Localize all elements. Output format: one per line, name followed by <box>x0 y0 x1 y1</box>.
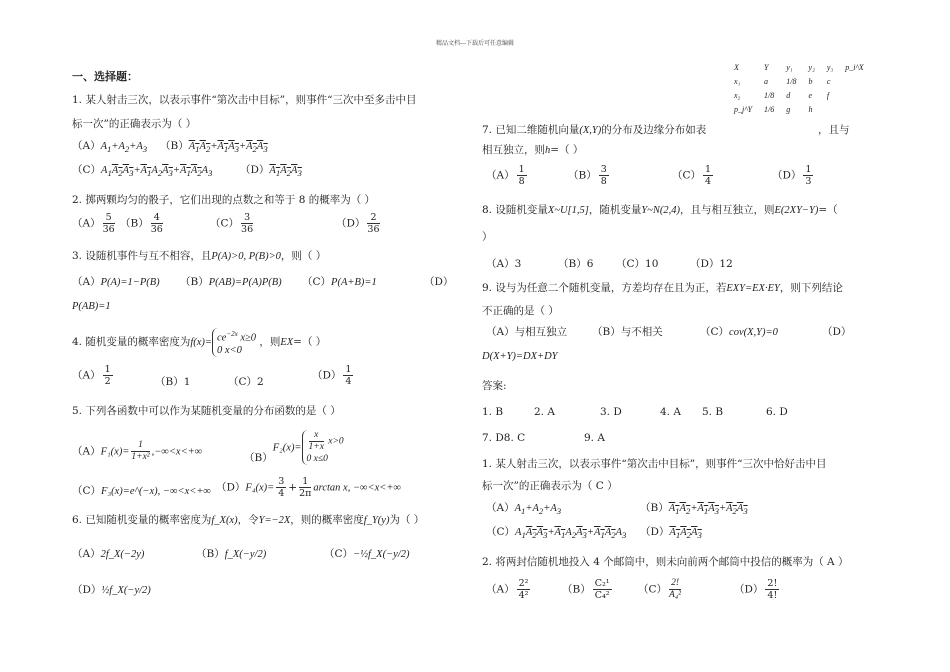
answer-9: 9. A <box>584 432 605 444</box>
q2-option-b: （B） $\frac{4}{36}$ <box>120 212 163 235</box>
sol2-option-c: （C） $\frac{2!}{\text{A₄²}}$ <box>638 578 682 600</box>
q3-option-b: （B）P(AB)=P(A)P(B) <box>180 276 282 288</box>
q4-option-c: （C）2 <box>228 376 264 388</box>
q9-option-c: （C）cov(X,Y)=0 <box>700 326 778 338</box>
answer-6: 6. D <box>766 406 788 418</box>
table-row: x₂ 1/8 d e f <box>734 90 830 100</box>
q9-stem: 9. 设与为任意二个随机变量，方差均存在且为正，若EXY=EX·EY，则下列结论 <box>482 282 843 294</box>
q3-option-a: （A）P(A)=1−P(B) <box>72 276 160 288</box>
q5-option-b: （B）F₂(x)= $\frac{x}{1+x}$ x>0 0 x≤0 <box>244 430 344 464</box>
q9-stem-line2: 不正确的是（ ） <box>482 305 559 317</box>
q7-stem-cont: ，且与 <box>818 124 850 136</box>
answer-1: 1. B <box>482 406 504 418</box>
answer-3: 3. D <box>600 406 622 418</box>
answer-2: 2. A <box>534 406 555 418</box>
sol1-option-d: $(D)A_1A_2A_3$ <box>640 526 702 541</box>
sol2-stem: 2. 将两封信随机地投入 4 个邮筒中，则未向前两个邮筒中投信的概率为（ A ） <box>482 556 849 568</box>
sol2-option-a: （A） $\frac{\text{2²}}{\text{4²}}$ <box>486 578 529 601</box>
table-row: p_j^Y 1/6 g h <box>734 104 813 114</box>
q4-stem: 4. 随机变量的概率密度为$f(x)= ce^{-2x}$ x≥0 0 x<0 ，则EX=（ ） <box>72 330 327 356</box>
q7-option-d: （D） $\frac{1}{3}$ <box>772 164 812 187</box>
q9-option-d-label: （D） <box>822 326 852 338</box>
q8-stem-close: ） <box>482 231 493 243</box>
answer-7-8: 7. D8. C <box>482 432 526 444</box>
table-row: x₁ a 1/8 b c <box>734 76 831 86</box>
q6-option-c: （C）−½f_X(−y/2) <box>324 548 410 560</box>
q2-option-c: （C） $\frac{3}{36}$ <box>210 212 254 235</box>
q1-stem-line2: 标一次”的正确表示为（ ） <box>72 118 197 130</box>
q7-option-b: （B） $\frac{3}{8}$ <box>568 164 607 187</box>
sol1-option-b: $(B)A_1A_2+A_1A_3+A_2A_3$ <box>640 502 748 517</box>
q6-option-d: （D）½f_X(−y/2) <box>72 584 151 596</box>
q9-option-b: （B）与不相关 <box>592 326 663 338</box>
answer-4: 4. A <box>660 406 681 418</box>
table-corner: X <box>734 62 739 72</box>
q9-option-a: （A）与相互独立 <box>486 326 568 338</box>
sol1-option-a: $(A)A_1+A_2+A_3$ <box>486 502 562 517</box>
sol1-stem-line1: 1. 某人射击三次，以表示事件“第次击中目标”，则事件“三次中恰好击中目 <box>482 458 827 470</box>
q3-option-c: （C）P(A+B)=1 <box>302 276 377 288</box>
q8-option-c: （C）10 <box>616 258 659 270</box>
q6-option-a: （A）2f_X(−2y) <box>72 548 145 560</box>
sol1-option-c: $(C)A_1A_2A_3+A_1A_2A_3+A_1A_2A_3$ <box>486 526 627 541</box>
q4-option-a: （A） $\frac{1}{2}$ <box>72 364 111 387</box>
q1-option-d: $(D)A_1A_2A_3$ <box>240 164 302 179</box>
q8-option-a: （A）3 <box>486 258 522 270</box>
q3-option-d-label: （D） <box>424 276 454 288</box>
q1-option-a: $(A)A_1+A_2+A_3$ <box>72 140 148 155</box>
sol2-option-b: （B） $\frac{\text{C₂¹}}{\text{C₄²}}$ <box>562 578 610 601</box>
q5-option-d: （D）F₄(x)= $\frac{3}{4}$ + $\frac{1}{2\pi}$ arctan x, −∞<x<+∞ <box>216 476 401 499</box>
sol2-option-d: （D） $\frac{2!}{4!}$ <box>734 578 778 601</box>
q8-stem: 8. 设随机变量X~U[1,5]，随机变量Y~N(2,4)，且与相互独立，则E(2XY−Y)=（ <box>482 204 838 216</box>
q8-option-b: （B）6 <box>558 258 594 270</box>
q5-stem: 5. 下列各函数中可以作为某随机变量的分布函数的是（ ） <box>72 405 341 417</box>
q1-option-b: $(B)A_1A_2+A_1A_3+A_2A_3$ <box>160 140 268 155</box>
q5-option-c: （C）F₃(x)=e^(−x), −∞<x<+∞ <box>72 485 211 497</box>
answer-5: 5. B <box>702 406 724 418</box>
q7-stem-line2: 相互独立，则h=（ ） <box>482 144 584 156</box>
page-header: 精品文档---下载后可任意编辑 <box>435 40 515 47</box>
q6-stem: 6. 已知随机变量的概率密度为f_X(x)，令Y=−2X，则的概率密度f_Y(y)为（ ） <box>72 514 425 526</box>
q7-option-a: （A） $\frac{1}{8}$ <box>486 164 525 187</box>
q3-stem: 3. 设随机事件与互不相容，且P(A)>0, P(B)>0，则（ ） <box>72 250 327 262</box>
answers-title: 答案: <box>482 380 507 392</box>
sol1-stem-line2: 标一次”的正确表示为（ C ） <box>482 480 618 492</box>
q7-option-c: （C） $\frac{1}{4}$ <box>672 164 712 187</box>
q2-option-d: （D） $\frac{2}{36}$ <box>336 212 380 235</box>
q5-option-a: （A）F₁(x)= $\frac{1}{\text{1+x²}}$ ,−∞<x<+∞ <box>72 440 203 462</box>
q4-option-b: （B）1 <box>155 376 191 388</box>
q2-option-a: （A） $\frac{5}{36}$ <box>72 212 115 235</box>
q6-option-b: （B）f_X(−y/2) <box>196 548 267 560</box>
q9-option-d-value: D(X+Y)=DX+DY <box>482 351 558 362</box>
q2-stem: 2. 掷两颗均匀的骰子，它们出现的点数之和等于 8 的概率为（ ） <box>72 194 376 206</box>
q3-option-d-value: P(AB)=1 <box>72 301 111 312</box>
q7-stem: 7. 已知二维随机向量(X,Y)的分布及边缘分布如表 <box>482 124 707 136</box>
distribution-table: X Y y₁ y₂ y₃ p_i^X x₁ a 1/8 b c x₂ 1/8 d e f p_j^Y 1/6 g h <box>728 60 870 116</box>
q8-option-d: （D）12 <box>690 258 733 270</box>
q4-option-d: （D） $\frac{1}{4}$ <box>312 364 352 387</box>
q1-option-c: $(C)A_1A_2A_3+A_1A_2A_3+A_1A_2A_3$ <box>72 164 213 179</box>
q1-stem-line1: 1. 某人射击三次，以表示事件“第次击中目标”，则事件“三次中至多击中目 <box>72 94 417 106</box>
section-title: 一、选择题： <box>72 70 138 83</box>
